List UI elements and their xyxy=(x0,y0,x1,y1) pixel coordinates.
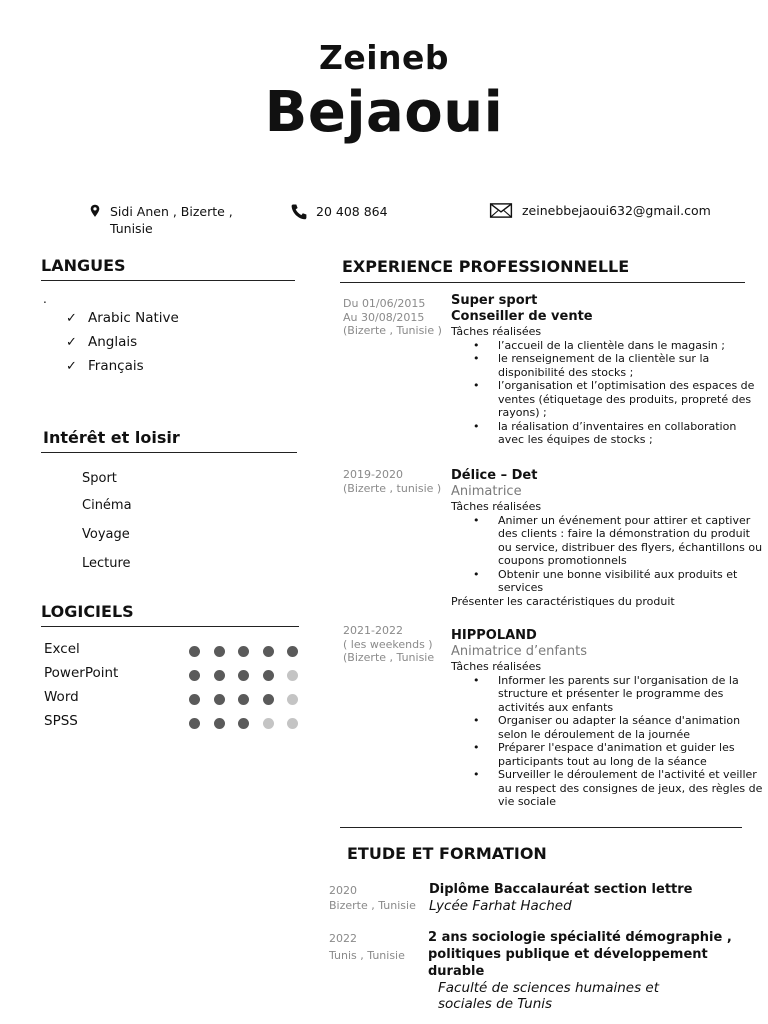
job-task: • le renseignement de la clientèle sur la disponibilité des stocks ; xyxy=(498,352,763,379)
skill-dot-filled xyxy=(287,646,298,657)
interest-item: Sport xyxy=(82,471,117,486)
job-company: Super sport xyxy=(451,293,538,308)
interest-item: Voyage xyxy=(82,527,130,542)
education-degree: 2 ans sociologie spécialité démographie , xyxy=(428,930,732,945)
job-dates: 2021-2022 ( les weekends ) (Bizerte , Tunisie xyxy=(343,624,435,664)
contact-phone xyxy=(290,203,388,221)
skill-dot-filled xyxy=(214,646,225,657)
address-line-2: Tunisie xyxy=(110,221,153,236)
languages-stray-mark: . xyxy=(43,292,47,306)
software-name: Word xyxy=(44,689,79,705)
job-role: Conseiller de vente xyxy=(451,309,593,324)
education-degree: Diplôme Baccalauréat section lettre xyxy=(429,882,693,897)
software-row xyxy=(44,713,304,733)
experience-title: EXPERIENCE PROFESSIONNELLE xyxy=(342,257,630,276)
job-dates: Du 01/06/2015 Au 30/08/2015 (Bizerte , Tunisie ) xyxy=(343,297,442,337)
education-place: Tunis , Tunisie xyxy=(329,949,405,962)
software-name: PowerPoint xyxy=(44,665,119,681)
job-task: • l’organisation et l’optimisation des espaces de ventes (étiquetage des produits, propreté des rayons) ; xyxy=(498,379,763,420)
phone-icon xyxy=(290,203,308,221)
education-entry xyxy=(429,881,759,914)
email-address: zeinebbejaoui632@gmail.com xyxy=(522,203,711,218)
skill-dot-filled xyxy=(189,646,200,657)
skill-dot-filled xyxy=(238,670,249,681)
job-role: Animatrice d’enfants xyxy=(451,644,587,659)
skill-dot-filled xyxy=(214,718,225,729)
skill-dot-filled xyxy=(238,646,249,657)
phone-number: 20 408 864 xyxy=(316,204,388,219)
job-task-list xyxy=(451,514,763,595)
job-entry xyxy=(451,293,763,447)
job-task: • Obtenir une bonne visibilité aux produits et services xyxy=(498,568,763,595)
job-dates: 2019-2020 (Bizerte , tunisie ) xyxy=(343,468,442,495)
check-icon: ✓ xyxy=(66,359,77,374)
education-place: Bizerte , Tunisie xyxy=(329,899,416,912)
job-task: • Informer les parents sur l'organisation de la structure et présenter le programme des activités aux enfants xyxy=(498,674,763,715)
job-company: HIPPOLAND xyxy=(451,628,537,643)
job-task: • l’accueil de la clientèle dans le magasin ; xyxy=(498,339,763,353)
job-task: • Animer un événement pour attirer et captiver des clients : faire la démonstration du produit ou service, distribuer des flyers, échantillons ou coupons promotionnels xyxy=(498,514,763,568)
software-rule xyxy=(41,626,299,627)
skill-dot-filled xyxy=(238,718,249,729)
software-name: SPSS xyxy=(44,713,78,729)
skill-dot-empty xyxy=(287,718,298,729)
contact-address xyxy=(88,203,233,237)
last-name: Bejaoui xyxy=(264,80,504,145)
job-entry xyxy=(451,628,763,809)
language-item: ✓ Arabic Native xyxy=(66,310,179,326)
software-row xyxy=(44,665,304,685)
software-name: Excel xyxy=(44,641,80,657)
skill-dot-filled xyxy=(263,646,274,657)
education-degree: politiques publique et développement durable xyxy=(428,947,708,979)
education-top-rule xyxy=(340,827,742,828)
skill-dot-filled xyxy=(189,718,200,729)
software-row xyxy=(44,689,304,709)
skill-dot-filled xyxy=(214,694,225,705)
education-year: 2022 xyxy=(329,932,357,945)
job-tasks-label: Tâches réalisées xyxy=(451,500,542,513)
job-company: Délice – Det xyxy=(451,468,538,483)
skill-dot-filled xyxy=(238,694,249,705)
interests-list xyxy=(82,471,232,581)
envelope-icon xyxy=(489,202,513,219)
job-task: • la réalisation d’inventaires en collaboration avec les équipes de stocks ; xyxy=(498,420,763,447)
software-list xyxy=(44,641,306,741)
skill-dot-filled xyxy=(189,670,200,681)
job-tasks-label: Tâches réalisées xyxy=(451,325,542,338)
job-task: • Surveiller le déroulement de l'activité et veiller au respect des consignes de jeux, des règles de vie sociale xyxy=(498,768,763,809)
interest-item: Cinéma xyxy=(82,498,132,513)
interest-item: Lecture xyxy=(82,556,131,571)
skill-dot-filled xyxy=(263,694,274,705)
language-item: ✓ Anglais xyxy=(66,334,138,350)
education-meta xyxy=(329,883,429,913)
job-task: • Préparer l'espace d'animation et guider les participants tout au long de la séance xyxy=(498,741,763,768)
education-meta xyxy=(329,931,429,963)
interests-title: Intérêt et loisir xyxy=(43,428,180,447)
education-school: Faculté de sciences humaines et xyxy=(438,980,660,996)
skill-dot-filled xyxy=(214,670,225,681)
check-icon: ✓ xyxy=(66,335,77,350)
check-icon: ✓ xyxy=(66,311,77,326)
first-name: Zeineb xyxy=(318,38,450,77)
software-row xyxy=(44,641,304,661)
languages-rule xyxy=(41,280,295,281)
education-school: Lycée Farhat Hached xyxy=(429,898,572,914)
language-item: ✓ Français xyxy=(66,358,144,374)
skill-dot-empty xyxy=(287,694,298,705)
job-task-list xyxy=(451,674,763,809)
job-role: Animatrice xyxy=(451,484,522,499)
job-tasks-label: Tâches réalisées xyxy=(451,660,542,673)
skill-dot-filled xyxy=(263,670,274,681)
education-entry xyxy=(428,929,764,1012)
software-title: LOGICIELS xyxy=(41,602,134,621)
contact-email xyxy=(489,202,711,219)
experience-rule xyxy=(340,282,745,283)
job-entry xyxy=(451,468,763,608)
location-pin-icon xyxy=(88,203,102,219)
education-year: 2020 xyxy=(329,884,357,897)
skill-dot-empty xyxy=(263,718,274,729)
languages-list xyxy=(66,310,266,380)
skill-dot-filled xyxy=(189,694,200,705)
education-school: sociales de Tunis xyxy=(438,996,553,1012)
education-title: ETUDE ET FORMATION xyxy=(347,844,547,863)
job-after-note: Présenter les caractéristiques du produit xyxy=(451,594,675,608)
job-task: • Organiser ou adapter la séance d'animation selon le déroulement de la journée xyxy=(498,714,763,741)
skill-dot-empty xyxy=(287,670,298,681)
languages-title: LANGUES xyxy=(41,256,126,275)
job-task-list xyxy=(451,339,763,447)
interests-rule xyxy=(41,452,297,453)
address-line-1: Sidi Anen , Bizerte , xyxy=(110,204,233,219)
